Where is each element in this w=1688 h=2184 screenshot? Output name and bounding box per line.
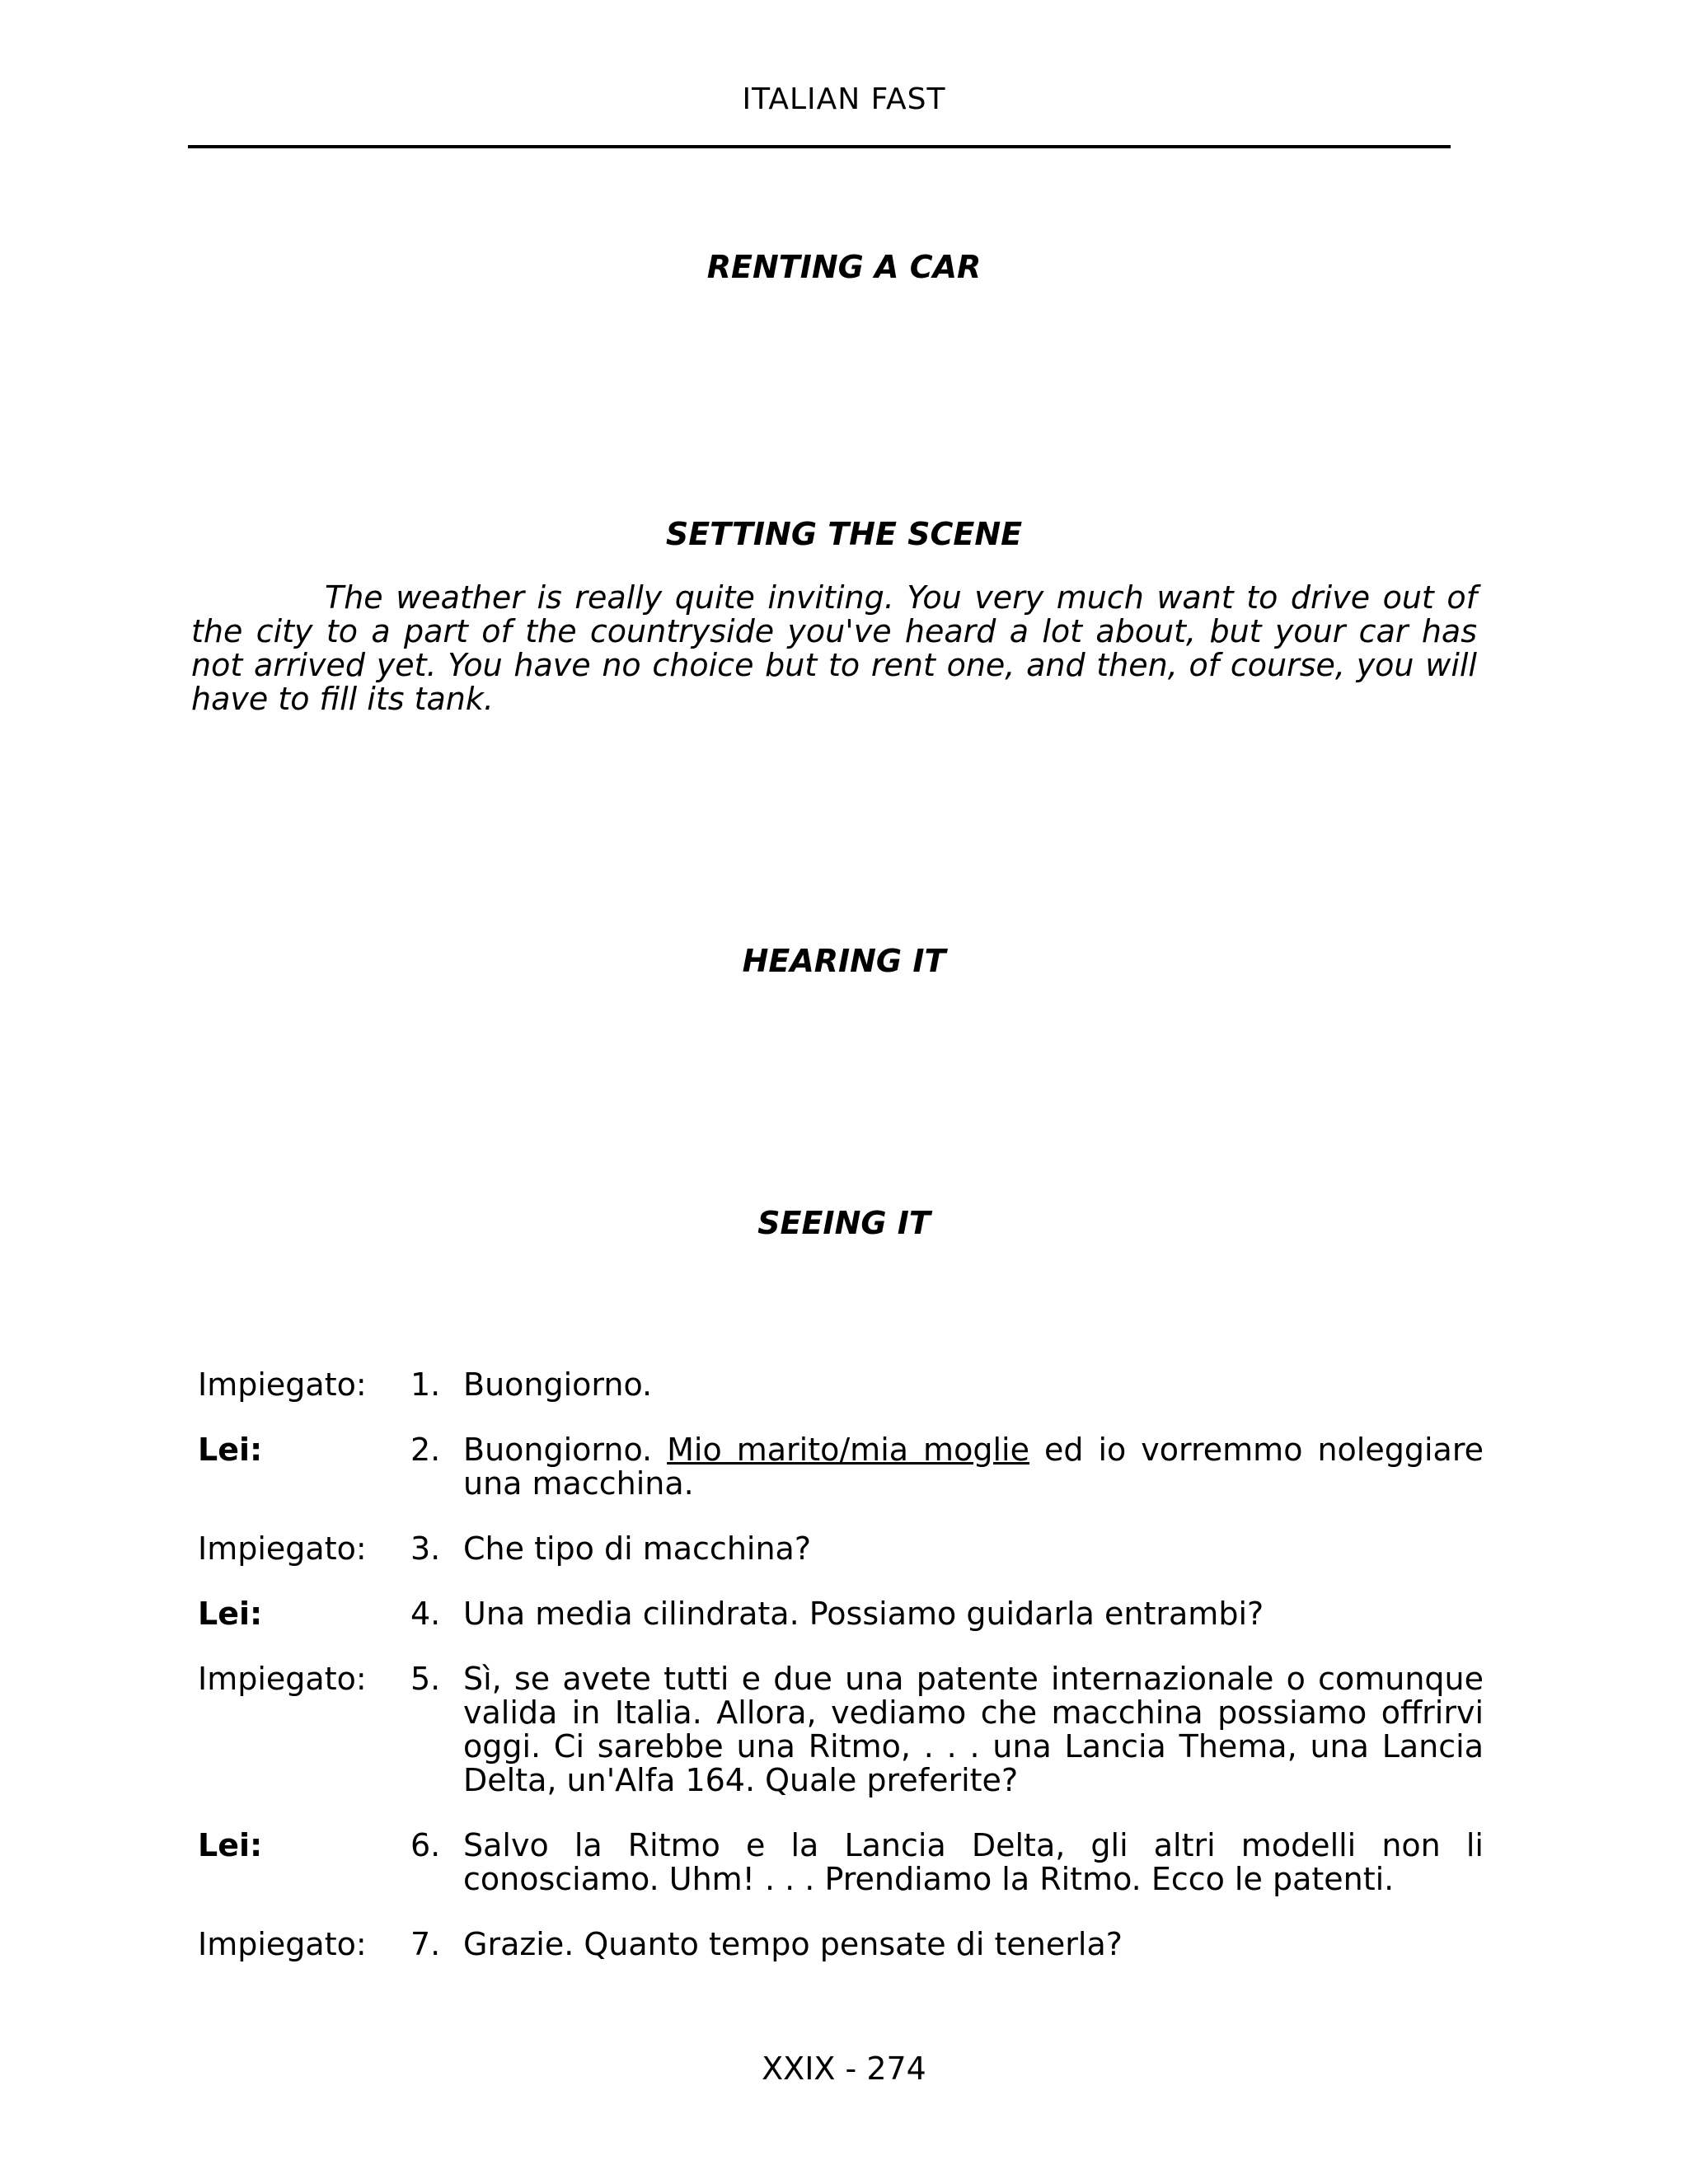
dialogue-line <box>198 1532 1484 1566</box>
dialogue-line <box>198 1829 1484 1896</box>
utterance: Una media cilindrata. Possiamo guidarla entrambi? <box>463 1596 1264 1632</box>
speaker-label: Impiegato: <box>198 1661 367 1697</box>
line-number: 5. <box>410 1661 441 1697</box>
speaker-label: Impiegato: <box>198 1366 367 1403</box>
dialogue <box>198 1368 1484 1961</box>
line-number: 4. <box>410 1596 441 1632</box>
speaker-label: Lei: <box>198 1432 263 1468</box>
header-rule <box>188 145 1451 148</box>
speaker-label: Lei: <box>198 1827 263 1863</box>
utterance: Buongiorno. <box>463 1366 653 1403</box>
utterance: Sì, se avete tutti e due una patente internazionale o comunque valida in Italia. Allora, vediamo che macchina possiamo offrirvi oggi. Ci sarebbe una Ritmo, . . . una Lancia Thema, una Lancia Delta, un'Alfa 164. Quale preferite? <box>463 1661 1484 1798</box>
line-number: 7. <box>410 1926 441 1962</box>
dialogue-line <box>198 1662 1484 1797</box>
line-number: 6. <box>410 1827 441 1863</box>
dialogue-line <box>198 1368 1484 1402</box>
page-number: XXIX - 274 <box>762 2050 926 2087</box>
scene-paragraph: The weather is really quite inviting. You very much want to drive out of the city to a part of the countryside you've heard a lot about, but your car has not arrived yet. You have no choice but to rent one, and then, of course, you will have to fill its tank. <box>191 579 1477 717</box>
dialogue-line <box>198 1433 1484 1501</box>
running-header: ITALIAN FAST <box>742 82 946 116</box>
main-title: RENTING A CAR <box>706 249 982 285</box>
utterance: Che tipo di macchina? <box>463 1530 812 1567</box>
utterance: Grazie. Quanto tempo pensate di tenerla? <box>463 1926 1123 1962</box>
underlined-phrase: Mio marito/mia moglie <box>667 1432 1029 1468</box>
line-number: 3. <box>410 1530 441 1567</box>
utterance <box>463 1433 1484 1501</box>
speaker-label: Impiegato: <box>198 1926 367 1962</box>
seeing-it-heading: SEEING IT <box>757 1205 931 1241</box>
speaker-label: Lei: <box>198 1596 263 1632</box>
utterance: Salvo la Ritmo e la Lancia Delta, gli altri modelli non li conosciamo. Uhm! . . . Prendiamo la Ritmo. Ecco le patenti. <box>463 1827 1484 1897</box>
line-number: 1. <box>410 1366 441 1403</box>
setting-the-scene-heading: SETTING THE SCENE <box>665 516 1023 552</box>
utterance-after: ed io vorremmo noleggiare una macchina. <box>463 1432 1484 1502</box>
line-number: 2. <box>410 1432 441 1468</box>
dialogue-line <box>198 1597 1484 1631</box>
hearing-it-heading: HEARING IT <box>742 943 946 979</box>
utterance-before: Buongiorno. <box>463 1432 668 1468</box>
dialogue-line <box>198 1928 1484 1961</box>
speaker-label: Impiegato: <box>198 1530 367 1567</box>
